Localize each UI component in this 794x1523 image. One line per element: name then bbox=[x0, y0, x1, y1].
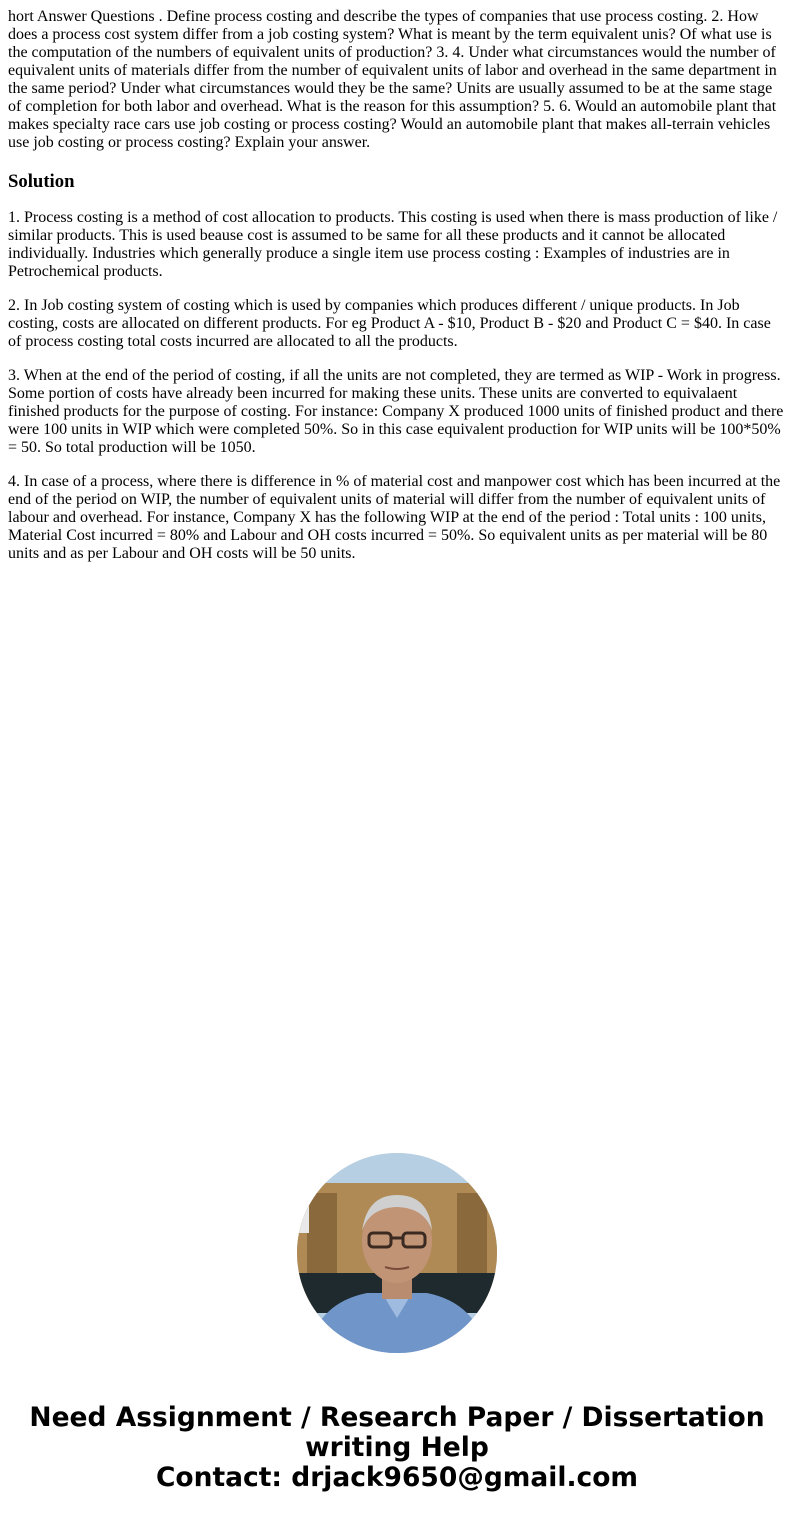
question-text: hort Answer Questions . Define process costing and describe the types of companies that use process costing. 2. How does a process cost system differ from a job costing system? What is meant by the term equivalent unis? Of what use is the computation of the numbers of equivalent units of production? 3. 4. Under what circumstances would the number of equivalent units of materials differ from the number of equivalent units of labor and overhead in the same department in the same period? Under what circumstances would they be the same? Units are usually assumed to be at the same stage of completion for both labor and overhead. What is the reason for this assumption? 5. 6. Would an automobile plant that makes specialty race cars use job costing or process costing? Would an automobile plant that makes all-terrain vehicles use job costing or process costing? Explain your answer. bbox=[8, 8, 777, 151]
promo-contact: Contact: drjack9650@gmail.com bbox=[155, 1462, 639, 1493]
solution-heading: Solution bbox=[8, 171, 75, 192]
author-portrait-icon bbox=[297, 1153, 497, 1353]
author-avatar bbox=[297, 1153, 497, 1353]
promo-message bbox=[0, 1403, 794, 1493]
answer-3: 3. When at the end of the period of costing, if all the units are not completed, they are termed as WIP - Work in progress. Some portion of costs have already been incurred for making these units. These units are converted to equivalaent finished products for the purpose of costing. For instance: Company X produced 1000 units of finished product and there were 100 units in WIP which were completed 50%. So in this case equivalent production for WIP units will be 100*50% = 50. So total production will be 1050. bbox=[8, 367, 784, 456]
promo-line-2: writing Help bbox=[305, 1432, 489, 1463]
answer-1: 1. Process costing is a method of cost allocation to products. This costing is used when there is mass production of like / similar products. This is used beause cost is assumed to be same for all these products and it cannot be allocated individually. Industries which generally produce a single item use process costing : Examples of industries are in Petrochemical products. bbox=[8, 209, 778, 280]
answer-4: 4. In case of a process, where there is difference in % of material cost and manpower cost which has been incurred at the end of the period on WIP, the number of equivalent units of material will differ from the number of equivalent units of labour and overhead. For instance, Company X has the following WIP at the end of the period : Total units : 100 units, Material Cost incurred = 80% and Labour and OH costs incurred = 50%. So equivalent units as per material will be 80 units and as per Labour and OH costs will be 50 units. bbox=[8, 473, 781, 562]
document-body bbox=[8, 8, 786, 563]
answer-2: 2. In Job costing system of costing which is used by companies which produces different / unique products. In Job costing, costs are allocated on different products. For eg Product A - $10, Product B - $20 and Product C = $40. In case of process costing total costs incurred are allocated to all the products. bbox=[8, 297, 771, 350]
promo-section bbox=[0, 1153, 794, 1493]
promo-line-1: Need Assignment / Research Paper / Dissertation bbox=[29, 1402, 765, 1433]
